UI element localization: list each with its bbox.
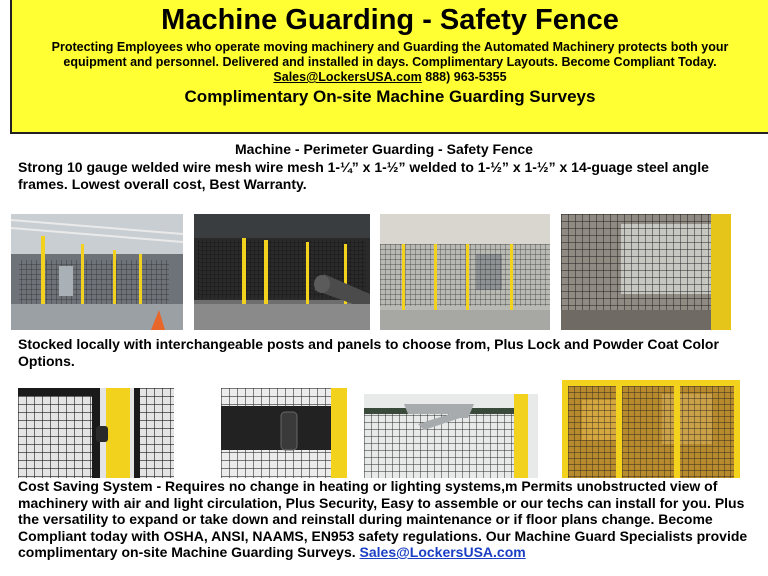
photo-fence-robot-cell (562, 380, 740, 478)
photo-warehouse-fence-pipe (194, 214, 370, 330)
photo-factory-fence-line (11, 214, 183, 330)
banner-contact (12, 70, 768, 85)
cost-saving-text: Cost Saving System - Requires no change in heating or lighting systems,m Permits unobstructed view of machinery with air and light circulation, Plus Security, Easy to assemble or our techs can install for you. Plus the versatility to expand or take down and reinstall during maintenance or if floor plans change. Become Compliant today with OSHA, ANSI, NAAMS, EN953 safety regulations. Our Machine Guard Specialists provide complimentary on-site Machine Guarding Surveys. (18, 478, 748, 560)
photo-gate-handle (221, 388, 347, 478)
stock-paragraph: Stocked locally with interchangeable posts and panels to choose from, Plus Lock and Powder Coat Color Options. (18, 336, 719, 369)
header-banner (10, 0, 768, 134)
banner-description: Protecting Employees who operate moving machinery and Guarding the Automated Machinery protects both your equipment and personnel. Delivered and installed in days. Complimentary Layouts. Become Compliant Today. (51, 40, 729, 69)
photo-hinge-post (18, 388, 174, 478)
banner-email-link[interactable]: Sales@LockersUSA.com (273, 70, 422, 84)
cost-saving-paragraph (18, 478, 758, 561)
banner-phone: 888) 963-5355 (421, 70, 507, 84)
photo-enclosure-cabinet (380, 214, 550, 330)
photo-mesh-closeup (561, 214, 731, 330)
spec-paragraph: Strong 10 gauge welded wire mesh wire mesh 1-¼” x 1-½” welded to 1-½” x 1-½” x 14-guage steel angle frames. Lowest overall cost, Best Warranty. (18, 159, 709, 192)
photo-panel-bracket (364, 394, 538, 478)
footer-email-link[interactable]: Sales@LockersUSA.com (359, 544, 526, 560)
banner-survey-headline: Complimentary On-site Machine Guarding Surveys (184, 87, 596, 106)
section-heading: Machine - Perimeter Guarding - Safety Fence (235, 141, 533, 157)
page-title: Machine Guarding - Safety Fence (161, 4, 619, 36)
